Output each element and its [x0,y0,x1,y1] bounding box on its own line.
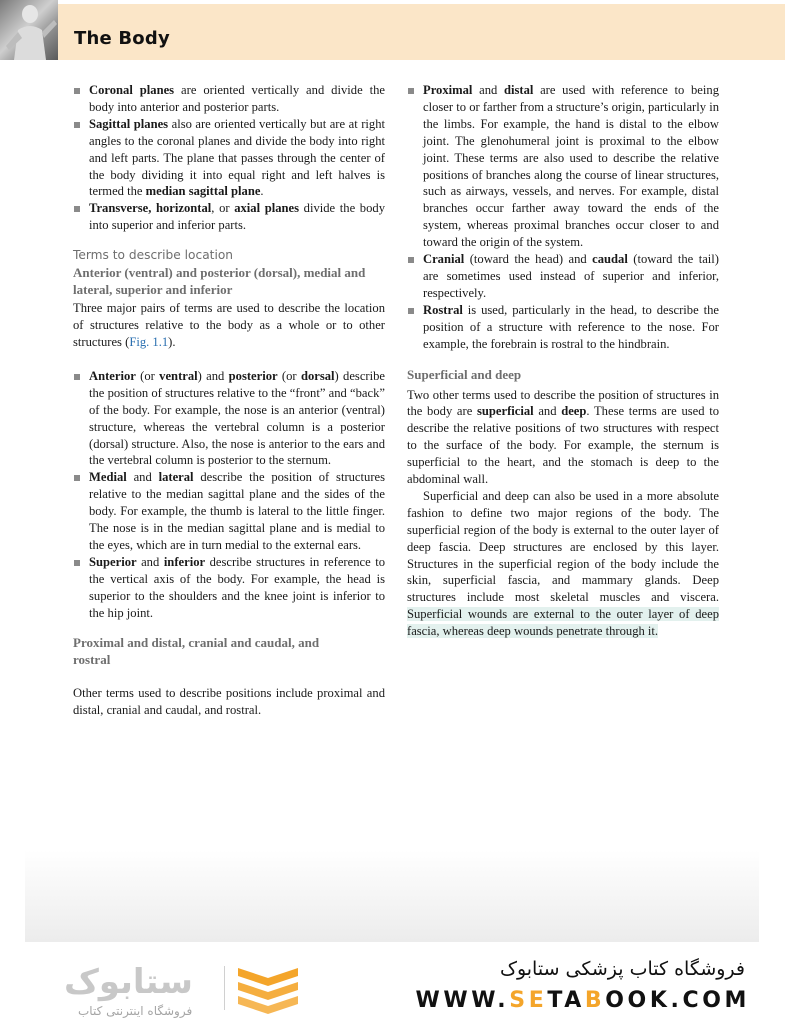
bullet-square-icon [74,475,80,481]
highlighted-text: Superficial wounds are external to the outer layer of deep fascia, whereas deep wounds penetrate through it. [407,607,719,639]
right-column [407,82,719,640]
list-item: Medial and lateral describe the position of structures relative to the median sagittal plane and the sides of the body. For example, the thumb is lateral to the little finger. The nose is in the median sagittal plane and is medial to the eyes, which are in turn medial to the external ears. [73,469,385,554]
bullet-square-icon [74,88,80,94]
logo-text: ستابوک [64,962,193,1002]
page-bottom-fade [25,850,759,942]
bullet-square-icon [74,206,80,212]
page-header [0,0,785,60]
sub-heading: Anterior (ventral) and posterior (dorsal), medial and lateral, superior and inferior [73,265,366,298]
setabook-logo [60,960,310,1016]
book-stack-logo-icon [234,962,302,1014]
bullet-square-icon [408,257,414,263]
sub-heading: Superficial and deep [407,366,522,382]
list-item: Anterior (or ventral) and posterior (or dorsal) describe the position of structures relative to the “front” and “back” of the body. For example, the nose is an anterior (ventral) structure, whereas the vertebral column is a posterior (dorsal) structure. Also, the nose is anterior to the ears and the vertebral column is posterior to the sternum. [73,368,385,469]
intro-paragraph: Three major pairs of terms are used to describe the location of structures relative to the body as a whole or to other structures (Fig. 1.1). [73,301,385,349]
bullet-square-icon [408,308,414,314]
list-item: Cranial (toward the head) and caudal (toward the tail) are sometimes used instead of superior and inferior, respectively. [407,251,719,302]
paragraph: Two other terms used to describe the position of structures in the body are superficial and deep. These terms are used to describe the relative positions of two structures with respect to the surface of the body. For example, the sternum is superficial to the heart, and the stomach is deep to the abdominal wall. [407,387,719,487]
shop-title: فروشگاه کتاب پزشکی ستابوک [499,958,745,980]
footer [0,942,785,1023]
list-item: Proximal and distal are used with reference to being closer to or farther from a structure’s origin, particularly in the limbs. For example, the hand is distal to the elbow joint. The glenohumeral joint is proximal to the elbow joint. These terms are also used to describe the relative positions of branches along the course of linear structures, such as airways, vessels, and nerves. For example, distal branches occur farther away toward the ends of the system, whereas proximal branches occur closer to and toward the origin of the system. [407,82,719,251]
shop-url[interactable]: WWW.SETABOOK.COM [415,988,750,1013]
header-band [58,4,785,60]
page-title: The Body [74,28,170,49]
bullet-square-icon [74,374,80,380]
section-heading: Terms to describe location [73,248,234,263]
list-item: Transverse, horizontal, or axial planes divide the body into superior and inferior parts. [73,200,385,234]
paragraph: Other terms used to describe positions include proximal and distal, cranial and caudal, and rostral. [73,686,385,718]
sub-heading: Proximal and distal, cranial and caudal, and rostral [73,635,320,668]
list-item: Rostral is used, particularly in the head, to describe the position of a structure with reference to the nose. For example, the forebrain is rostral to the hindbrain. [407,302,719,353]
bullet-square-icon [74,560,80,566]
paragraph: Superficial and deep can also be used in a more absolute fashion to define two major regions of the body. The superficial region of the body is external to the outer layer of deep fascia. Deep structures are enclosed by this layer. Structures in the superficial region of the body include the skin, superficial fascia, and mammary glands. Deep structures include most skeletal muscles and viscera. Superficial wounds are external to the outer layer of deep fascia, whereas deep wounds penetrate through it. [407,488,719,639]
list-item: Sagittal planes also are oriented vertically but are at right angles to the coronal planes and divide the body into right and left parts. The plane that passes through the center of the body dividing it into equal right and left halves is termed the median sagittal plane. [73,116,385,201]
list-item: Superior and inferior describe structures in reference to the vertical axis of the body. For example, the head is superior to the shoulders and the knee joint is inferior to the hip joint. [73,554,385,622]
logo-subtitle: فروشگاه اینترنتی کتاب [78,1004,193,1018]
bullet-square-icon [74,122,80,128]
anatomy-figure-icon [0,0,58,60]
bullet-square-icon [408,88,414,94]
figure-link[interactable]: Fig. 1.1 [129,334,169,349]
left-column [73,82,385,719]
list-item: Coronal planes are oriented vertically and divide the body into anterior and posterior parts. [73,82,385,116]
